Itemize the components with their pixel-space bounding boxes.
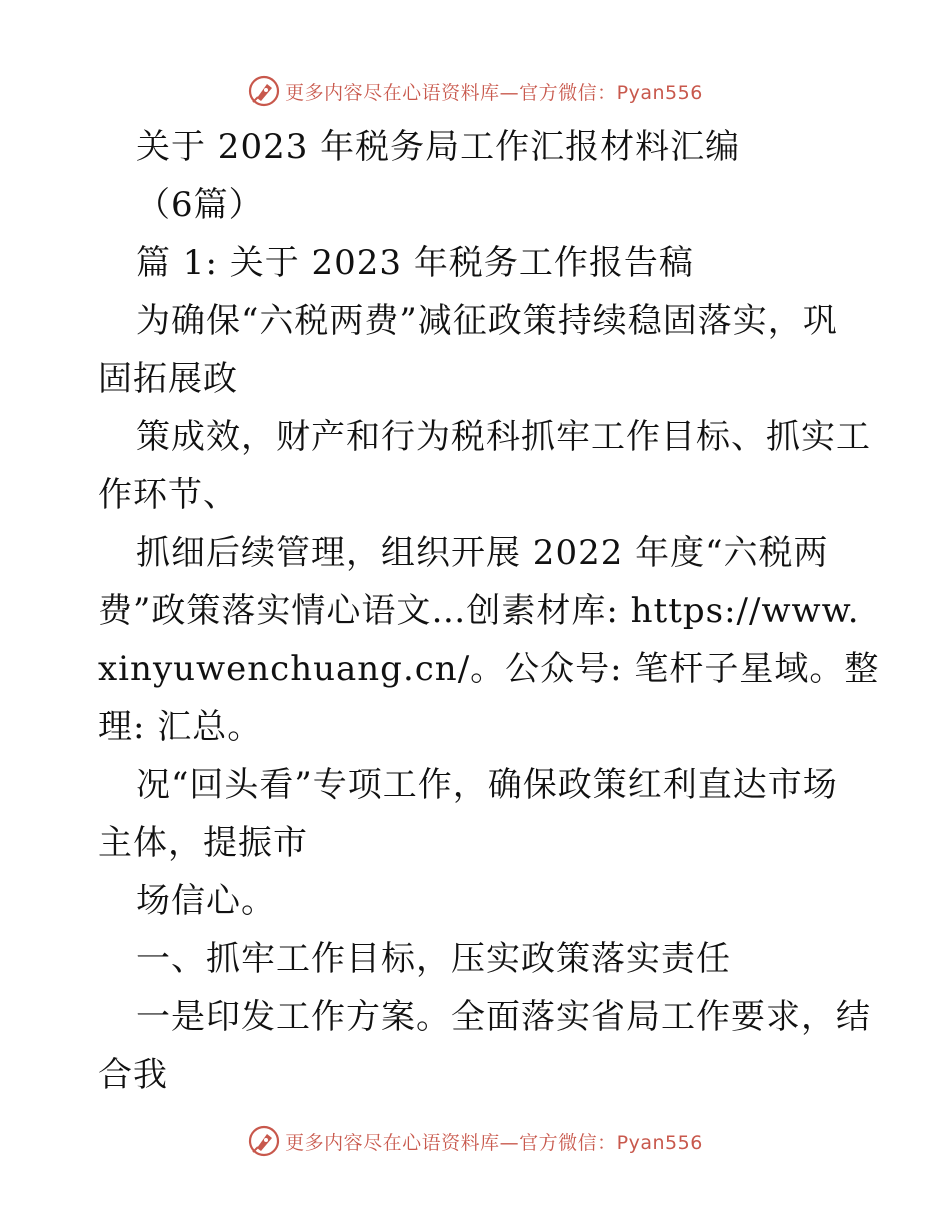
document-body [98, 118, 880, 1104]
text-line: 关于 2023 年税务局工作汇报材料汇编 [136, 127, 741, 167]
text-line: 抓细后续管理，组织开展 2022 年度“六税两 [136, 533, 829, 573]
text-line: 作环节、 [98, 475, 238, 515]
text-line: 费”政策落实情心语文…创素材库: https://www. [98, 591, 860, 631]
text-line: 为确保“六税两费”减征政策持续稳固落实，巩 [136, 301, 838, 341]
text-line: 理: 汇总。 [98, 707, 263, 747]
watermark-text: 更多内容尽在心语资料库—官方微信：Pyan556 [285, 1131, 703, 1154]
text-line: 固拓展政 [98, 359, 238, 399]
text-line: xinyuwenchuang.cn/。公众号: 笔杆子星域。整 [98, 649, 880, 689]
header-watermark [0, 71, 950, 111]
text-line: 况“回头看”专项工作，确保政策红利直达市场 [136, 765, 838, 805]
text-line: 合我 [98, 1055, 168, 1095]
text-line: 一、抓牢工作目标，压实政策落实责任 [136, 939, 731, 979]
text-line: （6篇） [136, 185, 264, 225]
text-line: 主体，提振市 [98, 823, 308, 863]
text-line: 场信心。 [136, 881, 276, 921]
pen-nib-logo-icon [247, 1124, 281, 1158]
text-line: 策成效，财产和行为税科抓牢工作目标、抓实工 [136, 417, 871, 457]
text-line: 一是印发工作方案。全面落实省局工作要求，结 [136, 997, 871, 1037]
pen-nib-logo-icon [247, 74, 281, 108]
watermark-text: 更多内容尽在心语资料库—官方微信：Pyan556 [285, 81, 703, 104]
footer-watermark [0, 1121, 950, 1161]
text-line: 篇 1: 关于 2023 年税务工作报告稿 [136, 243, 694, 283]
